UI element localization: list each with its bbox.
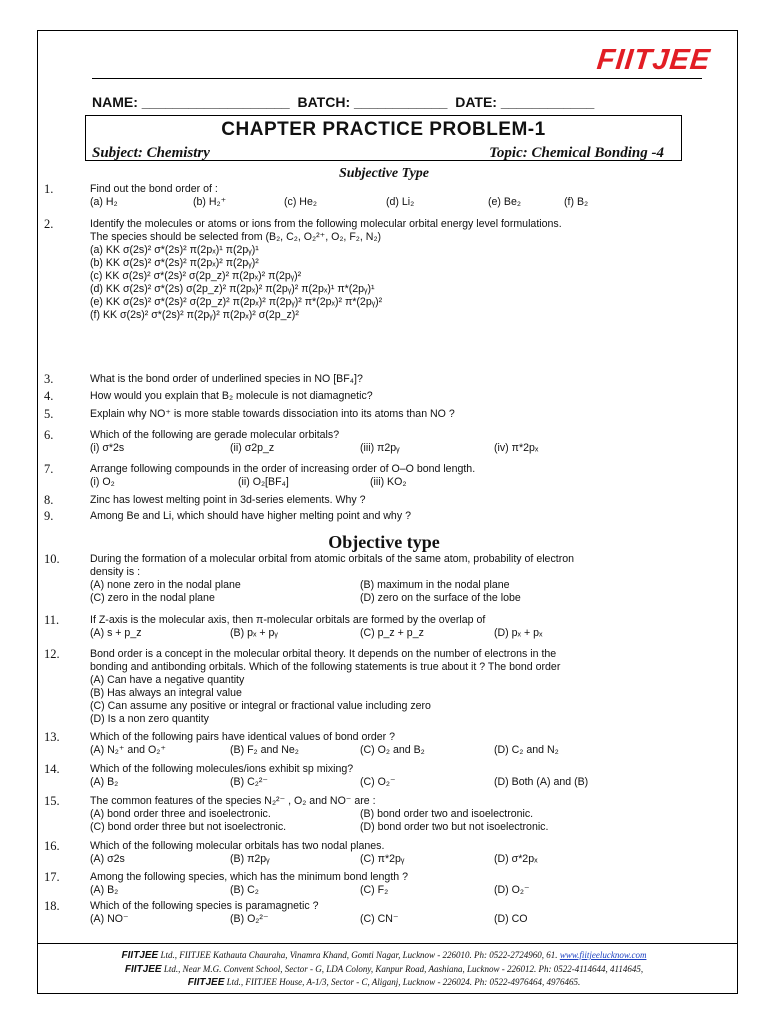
footer-address-line	[0, 964, 768, 975]
options-row	[90, 744, 696, 757]
question-text-line: Identify the molecules or atoms or ions from the following molecular orbital energy level formulations.	[90, 218, 562, 230]
options-row	[90, 884, 696, 897]
header-rule	[92, 78, 702, 79]
option: (A) s + p_z	[90, 627, 142, 639]
option: (A) NO⁻	[90, 913, 129, 925]
question-text-line: (A) Can have a negative quantity	[90, 674, 245, 686]
option: (B) C₂²⁻	[230, 776, 268, 788]
option: (B) bond order two and isoelectronic.	[360, 808, 534, 820]
section-heading-subjective: Subjective Type	[338, 166, 430, 181]
option: (C) O₂ and B₂	[360, 744, 425, 756]
options-row	[90, 913, 696, 926]
footer-address: Ltd., FIITJEE House, A-1/3, Sector - C, Aliganj, Lucknow - 226024. Ph: 0522-4976464, 4976465.	[224, 977, 581, 987]
question-text-line: The species should be selected from (B₂, C₂, O₂²⁺, O₂, F₂, N₂)	[90, 231, 382, 243]
options-row	[90, 196, 696, 209]
question-text-line: Explain why NO⁺ is more stable towards dissociation into its atoms than NO ?	[90, 408, 455, 420]
question-number: 7.	[44, 462, 54, 476]
question-number: 11.	[44, 613, 60, 627]
option: (B) π2pᵧ	[230, 853, 270, 865]
option: (C) p_z + p_z	[360, 627, 424, 639]
option: (B) C₂	[230, 884, 259, 896]
options-row	[90, 579, 696, 592]
fiitjee-logo: FIITJEE	[595, 44, 712, 76]
option: (i) σ*2s	[90, 442, 125, 454]
question-text-line: Bond order is a concept in the molecular orbital theory. It depends on the number of electrons in the	[90, 648, 557, 660]
question-text-line: Which of the following are gerade molecular orbitals?	[90, 429, 340, 441]
question-text-line: bonding and antibonding orbitals. Which of the following statements is true about it ? The bond order	[90, 661, 561, 673]
question-number: 6.	[44, 428, 54, 442]
option: (D) Both (A) and (B)	[494, 776, 589, 788]
question-text-line: Arrange following compounds in the order of increasing order of O–O bond length.	[90, 463, 476, 475]
question-number: 2.	[44, 217, 54, 231]
question-text-line: Which of the following pairs have identical values of bond order ?	[90, 731, 396, 743]
option: (a) H₂	[90, 196, 118, 208]
option: (D) zero on the surface of the lobe	[360, 592, 521, 604]
footer-brand: FIITJEE	[121, 950, 159, 961]
footer-rule	[37, 943, 738, 944]
question-number: 13.	[44, 730, 60, 744]
footer-brand: FIITJEE	[124, 964, 162, 975]
option: (A) N₂⁺ and O₂⁺	[90, 744, 166, 756]
question-text-line: The common features of the species N₂²⁻ , O₂ and NO⁻ are :	[90, 795, 376, 807]
question-text-line: Which of the following species is paramagnetic ?	[90, 900, 319, 912]
question-number: 17.	[44, 870, 60, 884]
question-number: 16.	[44, 839, 60, 853]
question-number: 15.	[44, 794, 60, 808]
question-number: 5.	[44, 407, 54, 421]
question-text-line: Which of the following molecular orbitals has two nodal planes.	[90, 840, 385, 852]
question-text-line: Among Be and Li, which should have higher melting point and why ?	[90, 510, 411, 522]
option: (C) CN⁻	[360, 913, 399, 925]
option: (A) B₂	[90, 776, 119, 788]
option: (C) bond order three but not isoelectronic.	[90, 821, 287, 833]
question-text-line: density is :	[90, 566, 141, 578]
question-text-line: (d) KK σ(2s)² σ*(2s) σ(2p_z)² π(2pₓ)² π(2pᵧ)² π(2pₓ)¹ π*(2pᵧ)¹	[90, 283, 375, 295]
question-number: 8.	[44, 493, 54, 507]
question-text-line: (c) KK σ(2s)² σ*(2s)² σ(2p_z)² π(2pₓ)² π(2pᵧ)²	[90, 270, 302, 282]
options-row	[90, 476, 696, 489]
question-number: 14.	[44, 762, 60, 776]
option: (C) zero in the nodal plane	[90, 592, 215, 604]
section-heading-objective: Objective type	[328, 532, 440, 552]
option: (b) H₂⁺	[193, 196, 227, 208]
options-row	[90, 442, 696, 455]
footer-address-line	[0, 950, 768, 961]
question-number: 9.	[44, 509, 54, 523]
question-number: 1.	[44, 182, 54, 196]
option: (B) F₂ and Ne₂	[230, 744, 299, 756]
option: (c) He₂	[284, 196, 317, 208]
footer-address: Ltd., Near M.G. Convent School, Sector - G, LDA Colony, Kanpur Road, Aashiana, Lucknow - 226012. Ph: 0522-4114644, 4114645,	[161, 964, 644, 974]
option: (iii) π2pᵧ	[360, 442, 400, 454]
question-text-line: (f) KK σ(2s)² σ*(2s)² π(2pᵧ)² π(2pₓ)² σ(2p_z)²	[90, 309, 299, 321]
footer-brand: FIITJEE	[187, 977, 225, 988]
option: (ii) O₂[BF₄]	[238, 476, 289, 488]
option: (A) bond order three and isoelectronic.	[90, 808, 271, 820]
question-number: 4.	[44, 389, 54, 403]
subject-label: Subject: Chemistry	[92, 145, 210, 161]
option: (B) O₂²⁻	[230, 913, 269, 925]
option: (D) C₂ and N₂	[494, 744, 559, 756]
option: (D) bond order two but not isoelectronic.	[360, 821, 549, 833]
option: (C) π*2pᵧ	[360, 853, 405, 865]
options-row	[90, 853, 696, 866]
page-title: CHAPTER PRACTICE PROBLEM-1	[221, 119, 546, 140]
footer-address-line	[0, 977, 768, 988]
option: (C) O₂⁻	[360, 776, 396, 788]
footer-address: Ltd., FIITJEE Kathauta Chauraha, Vinamra Khand, Gomti Nagar, Lucknow - 226010. Ph: 0522-2724960, 61.	[158, 950, 560, 960]
question-text-line: (a) KK σ(2s)² σ*(2s)² π(2pₓ)¹ π(2pᵧ)¹	[90, 244, 259, 256]
options-row	[90, 592, 696, 605]
website-link[interactable]: www.fiitjeelucknow.com	[559, 950, 647, 960]
question-text-line: Among the following species, which has the minimum bond length ?	[90, 871, 408, 883]
option: (B) pₓ + pᵧ	[230, 627, 278, 639]
question-number: 3.	[44, 372, 54, 386]
question-text-line: Zinc has lowest melting point in 3d-series elements. Why ?	[90, 494, 366, 506]
option: (C) F₂	[360, 884, 389, 896]
question-text-line: Find out the bond order of :	[90, 183, 218, 195]
option: (D) pₓ + pₓ	[494, 627, 543, 639]
option: (iv) π*2pₓ	[494, 442, 539, 454]
question-text-line: (B) Has always an integral value	[90, 687, 242, 699]
option: (B) maximum in the nodal plane	[360, 579, 510, 591]
question-text-line: During the formation of a molecular orbital from atomic orbitals of the same atom, probability of electron	[90, 553, 575, 565]
question-text-line: Which of the following molecules/ions exhibit sp mixing?	[90, 763, 354, 775]
option: (D) CO	[494, 913, 528, 925]
question-number: 18.	[44, 899, 60, 913]
option: (D) σ*2pₓ	[494, 853, 538, 865]
question-text-line: (b) KK σ(2s)² σ*(2s)² π(2pₓ)² π(2pᵧ)²	[90, 257, 259, 269]
option: (e) Be₂	[488, 196, 521, 208]
options-row	[90, 821, 696, 834]
option: (D) O₂⁻	[494, 884, 530, 896]
question-text-line: How would you explain that B₂ molecule is not diamagnetic?	[90, 390, 373, 402]
options-row	[90, 776, 696, 789]
options-row	[90, 808, 696, 821]
option: (A) none zero in the nodal plane	[90, 579, 241, 591]
question-number: 12.	[44, 647, 60, 661]
question-text-line: (D) Is a non zero quantity	[90, 713, 209, 725]
question-number: 10.	[44, 552, 60, 566]
option: (A) B₂	[90, 884, 119, 896]
question-text-line: If Z-axis is the molecular axis, then π-molecular orbitals are formed by the overlap of	[90, 614, 486, 626]
question-text-line: (C) Can assume any positive or integral or fractional value including zero	[90, 700, 431, 712]
student-info-line: NAME: ___________________ BATCH: ____________ DATE: ____________	[92, 94, 595, 110]
options-row	[90, 627, 696, 640]
question-text-line: (e) KK σ(2s)² σ*(2s)² σ(2p_z)² π(2pₓ)² π(2pᵧ)² π*(2pₓ)² π*(2pᵧ)²	[90, 296, 383, 308]
topic-label: Topic: Chemical Bonding -4	[489, 145, 664, 161]
question-text-line: What is the bond order of underlined species in NO [BF₄]?	[90, 373, 363, 385]
option: (i) O₂	[90, 476, 115, 488]
option: (iii) KO₂	[370, 476, 407, 488]
option: (ii) σ2p_z	[230, 442, 275, 454]
option: (f) B₂	[564, 196, 589, 208]
option: (A) σ2s	[90, 853, 125, 865]
option: (d) Li₂	[386, 196, 415, 208]
